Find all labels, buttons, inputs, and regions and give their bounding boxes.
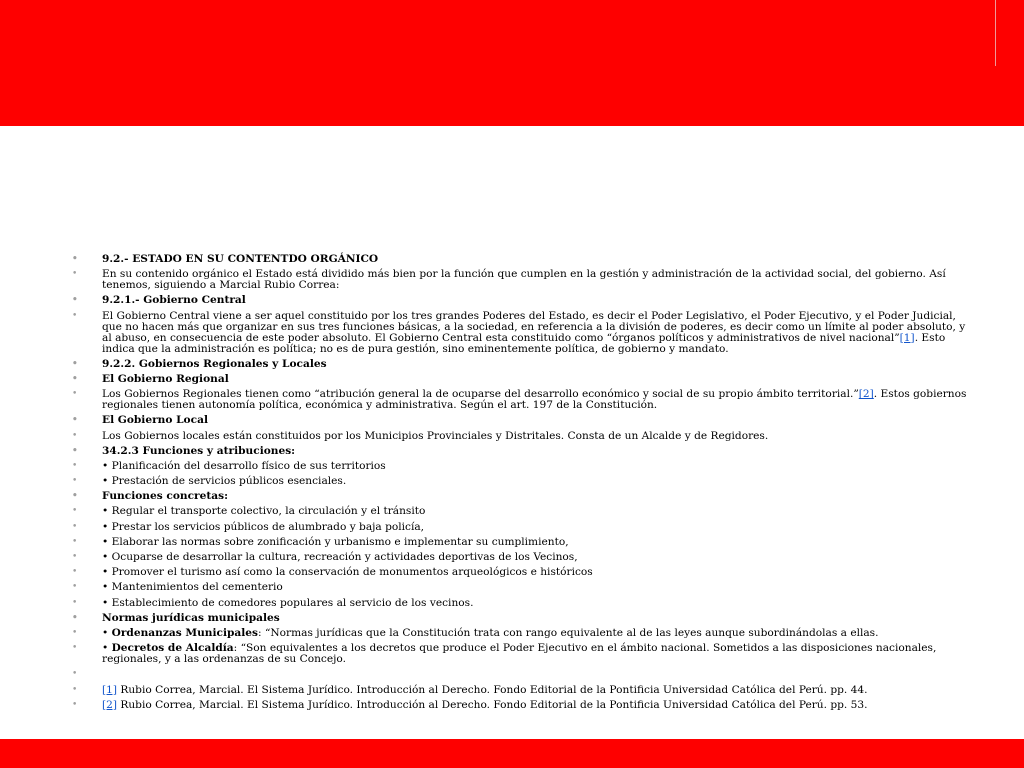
list-item-decretos-alcaldia bbox=[72, 643, 968, 665]
footnote-link-1[interactable]: [1] bbox=[899, 331, 915, 344]
list-item-text: • Regular el transporte colectivo, la circulación y el tránsito bbox=[102, 505, 426, 518]
list-item-rest: : “Normas jurídicas que la Constitución trata con rango equivalente al de las leyes aunque subordinándolas a ellas. bbox=[258, 626, 879, 639]
list-item-planificacion bbox=[72, 461, 968, 472]
list-item-text: • Prestar los servicios públicos de alumbrado y baja policía, bbox=[102, 520, 425, 533]
heading-funciones-atribuciones bbox=[72, 446, 968, 457]
heading-text: 9.2.- ESTADO EN SU CONTENTDO ORGÁNICO bbox=[102, 253, 379, 265]
list-item-prestacion-servicios bbox=[72, 476, 968, 487]
top-band-divider bbox=[995, 0, 996, 66]
footnote-text: Rubio Correa, Marcial. El Sistema Jurídico. Introducción al Derecho. Fondo Editorial de la Pontificia Universidad Católica del Perú. pp. 53. bbox=[117, 698, 868, 711]
content-bullet-list bbox=[72, 254, 968, 711]
list-item-prefix: • bbox=[102, 642, 112, 655]
heading-text: 34.2.3 Funciones y atribuciones: bbox=[102, 444, 296, 457]
paragraph-gobierno-regional bbox=[72, 389, 968, 411]
list-item-text: • Promover el turismo así como la conservación de monumentos arqueológicos e históricos bbox=[102, 566, 593, 579]
list-item-rest: : “Son equivalentes a los decretos que produce el Poder Ejecutivo en el ámbito nacional. Sometidos a las disposiciones nacionales, regionales, y a las ordenanzas de su Concejo. bbox=[102, 642, 937, 666]
paragraph-text: En su contenido orgánico el Estado está dividido más bien por la función que cumplen en la gestión y administración de la actividad social, del gobierno. Así tenemos, siguiendo a Marcial Rubio Correa: bbox=[102, 268, 946, 292]
heading-normas-juridicas bbox=[72, 613, 968, 624]
heading-text: 9.2.1.- Gobierno Central bbox=[102, 294, 246, 307]
list-item-prestar-servicios bbox=[72, 522, 968, 533]
list-item-text: • Planificación del desarrollo físico de sus territorios bbox=[102, 459, 386, 472]
footnote-ref-1[interactable]: [1] bbox=[102, 683, 118, 696]
top-red-band bbox=[0, 0, 1024, 126]
heading-text: 9.2.2. Gobiernos Regionales y Locales bbox=[102, 357, 327, 370]
list-item-text: • Ocuparse de desarrollar la cultura, recreación y actividades deportivas de los Vecinos, bbox=[102, 551, 578, 563]
blank-bullet bbox=[72, 669, 968, 680]
list-item-text: • Mantenimientos del cementerio bbox=[102, 581, 283, 594]
list-item-regular-transporte bbox=[72, 506, 968, 517]
paragraph-text: Los Gobiernos locales están constituidos por los Municipios Provinciales y Distritales. Consta de un Alcalde y de Regidores. bbox=[102, 429, 769, 442]
heading-estado-contenido-organico bbox=[72, 254, 968, 265]
footnote-1 bbox=[72, 685, 968, 696]
list-item-cultura-recreacion bbox=[72, 552, 968, 563]
footnote-ref-2[interactable]: [2] bbox=[102, 698, 118, 711]
heading-gobierno-local bbox=[72, 415, 968, 426]
paragraph-contenido-organico bbox=[72, 269, 968, 291]
list-item-cementerio bbox=[72, 582, 968, 593]
slide-content bbox=[72, 254, 968, 715]
heading-text: El Gobierno Local bbox=[102, 414, 208, 427]
heading-gobierno-regional bbox=[72, 374, 968, 385]
list-item-turismo-monumentos bbox=[72, 567, 968, 578]
heading-text: Funciones concretas: bbox=[102, 490, 228, 503]
list-item-comedores bbox=[72, 598, 968, 609]
heading-funciones-concretas bbox=[72, 491, 968, 502]
bottom-red-band bbox=[0, 739, 1024, 768]
footnote-2 bbox=[72, 700, 968, 711]
list-item-elaborar-normas bbox=[72, 537, 968, 548]
paragraph-gobierno-local bbox=[72, 431, 968, 442]
paragraph-gobierno-central bbox=[72, 311, 968, 355]
list-item-text: • Establecimiento de comedores populares al servicio de los vecinos. bbox=[102, 596, 474, 609]
list-item-bold-term: Ordenanzas Municipales bbox=[111, 626, 259, 639]
list-item-text: • Elaborar las normas sobre zonificación y urbanismo e implementar su cumplimiento, bbox=[102, 535, 569, 548]
list-item-text: • Prestación de servicios públicos esenciales. bbox=[102, 475, 347, 488]
paragraph-text-after: . Estos gobiernos regionales tienen autonomía política, económica y administrativa. Según el art. 197 de la Constitución. bbox=[102, 388, 967, 412]
heading-gobierno-central bbox=[72, 295, 968, 306]
footnote-link-2[interactable]: [2] bbox=[858, 388, 874, 401]
paragraph-text-before: El Gobierno Central viene a ser aquel constituido por los tres grandes Poderes del Estado, es decir el Poder Legislativo, el Poder Ejecutivo, y el Poder Judicial, que no hacen más que organizar en sus tres funciones básicas, a la sociedad, en referencia a la división de poderes, es decir como un límite al poder absoluto, y al abuso, en consecuencia de este poder absoluto. El Gobierno Central esta constituido como “órganos políticos y administrativos de nivel nacional” bbox=[102, 309, 966, 344]
list-item-ordenanzas bbox=[72, 628, 968, 639]
paragraph-text-after: . Esto indica que la administración es política; no es de pura gestión, sino eminentemente política, de gobierno y mandato. bbox=[102, 331, 946, 355]
list-item-prefix: • bbox=[102, 626, 112, 639]
list-item-bold-term: Decretos de Alcaldía bbox=[111, 642, 234, 655]
heading-gobiernos-regionales-locales bbox=[72, 359, 968, 370]
heading-text: Normas jurídicas municipales bbox=[102, 611, 280, 624]
footnote-text: Rubio Correa, Marcial. El Sistema Jurídico. Introducción al Derecho. Fondo Editorial de la Pontificia Universidad Católica del Perú. pp. 44. bbox=[117, 683, 868, 696]
paragraph-text-before: Los Gobiernos Regionales tienen como “atribución general la de ocuparse del desarrollo económico y social de su propio ámbito territorial.” bbox=[102, 388, 859, 401]
heading-text: El Gobierno Regional bbox=[102, 372, 229, 385]
